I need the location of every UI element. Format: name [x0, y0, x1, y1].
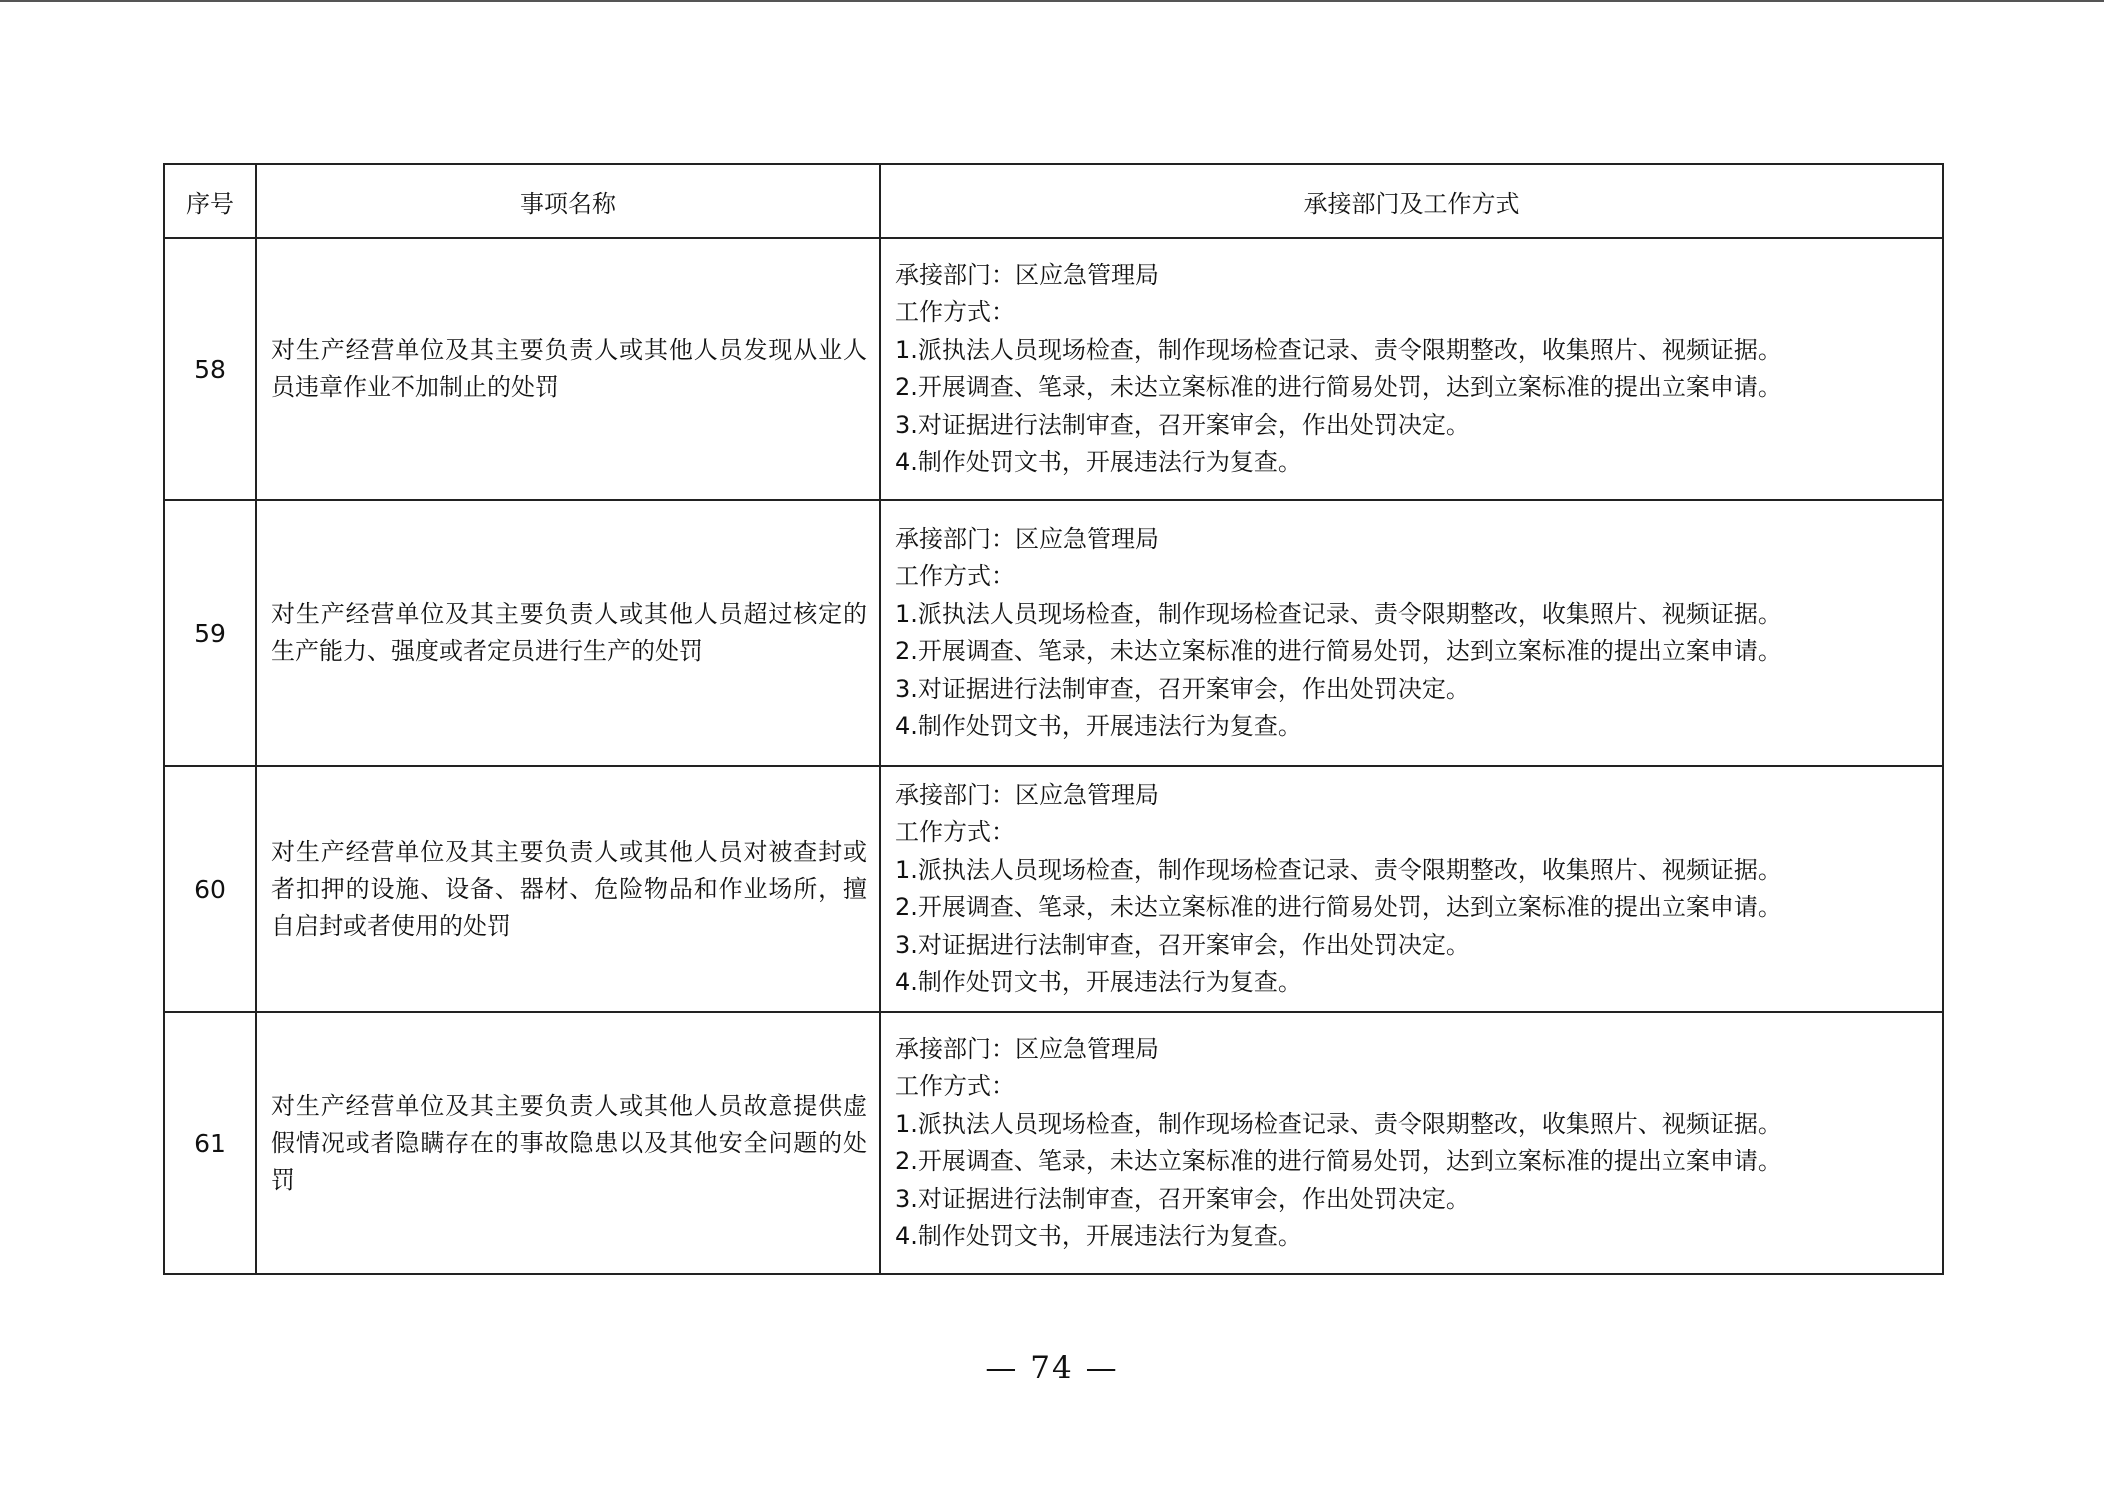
page-top-border: [0, 0, 2104, 2]
dept-line: 承接部门：区应急管理局: [895, 1034, 1159, 1063]
table-row: [164, 766, 1943, 1012]
method-label: 工作方式：: [895, 1072, 1015, 1100]
method-label: 工作方式：: [895, 298, 1015, 326]
dept-line: 承接部门：区应急管理局: [895, 260, 1159, 289]
method-step: 3.对证据进行法制审查，召开案审会，作出处罚决定。: [895, 1184, 1470, 1213]
method-label: 工作方式：: [895, 562, 1015, 590]
row-number: 61: [164, 1012, 256, 1274]
method-step: 2.开展调查、笔录，未达立案标准的进行简易处罚，达到立案标准的提出立案申请。: [895, 1147, 1782, 1175]
method-label: 工作方式：: [895, 818, 1015, 846]
method-step: 2.开展调查、笔录，未达立案标准的进行简易处罚，达到立案标准的提出立案申请。: [895, 893, 1782, 921]
method-step: 3.对证据进行法制审查，召开案审会，作出处罚决定。: [895, 410, 1470, 439]
dept-and-method: [880, 766, 1943, 1012]
matter-name: 对生产经营单位及其主要负责人或其他人员对被查封或者扣押的设施、设备、器材、危险物品和作业场所，擅自启封或者使用的处罚: [256, 766, 880, 1012]
header-name: 事项名称: [256, 164, 880, 238]
row-number: 60: [164, 766, 256, 1012]
dept-line: 承接部门：区应急管理局: [895, 524, 1159, 553]
dept-line: 承接部门：区应急管理局: [895, 780, 1159, 809]
dept-and-method: [880, 500, 1943, 766]
method-step: 1.派执法人员现场检查，制作现场检查记录、责令限期整改，收集照片、视频证据。: [895, 855, 1782, 884]
header-dept: 承接部门及工作方式: [880, 164, 1943, 238]
method-step: 2.开展调查、笔录，未达立案标准的进行简易处罚，达到立案标准的提出立案申请。: [895, 637, 1782, 665]
row-number: 58: [164, 238, 256, 500]
table-row: [164, 1012, 1943, 1274]
header-no: 序号: [164, 164, 256, 238]
method-step: 4.制作处罚文书，开展违法行为复查。: [895, 448, 1302, 476]
method-step: 4.制作处罚文书，开展违法行为复查。: [895, 712, 1302, 740]
matter-name: 对生产经营单位及其主要负责人或其他人员故意提供虚假情况或者隐瞒存在的事故隐患以及其他安全问题的处罚: [256, 1012, 880, 1274]
method-step: 1.派执法人员现场检查，制作现场检查记录、责令限期整改，收集照片、视频证据。: [895, 599, 1782, 628]
method-step: 1.派执法人员现场检查，制作现场检查记录、责令限期整改，收集照片、视频证据。: [895, 335, 1782, 364]
table-row: [164, 238, 1943, 500]
table-row: [164, 500, 1943, 766]
matter-table: [163, 163, 1944, 1275]
method-step: 1.派执法人员现场检查，制作现场检查记录、责令限期整改，收集照片、视频证据。: [895, 1109, 1782, 1138]
method-step: 3.对证据进行法制审查，召开案审会，作出处罚决定。: [895, 674, 1470, 703]
dept-and-method: [880, 1012, 1943, 1274]
method-step: 4.制作处罚文书，开展违法行为复查。: [895, 968, 1302, 996]
method-step: 2.开展调查、笔录，未达立案标准的进行简易处罚，达到立案标准的提出立案申请。: [895, 373, 1782, 401]
table-header-row: [164, 164, 1943, 238]
method-step: 3.对证据进行法制审查，召开案审会，作出处罚决定。: [895, 930, 1470, 959]
dept-and-method: [880, 238, 1943, 500]
matter-name: 对生产经营单位及其主要负责人或其他人员发现从业人员违章作业不加制止的处罚: [256, 238, 880, 500]
row-number: 59: [164, 500, 256, 766]
page-number: — 74 —: [985, 1350, 1119, 1386]
method-step: 4.制作处罚文书，开展违法行为复查。: [895, 1222, 1302, 1250]
matter-name: 对生产经营单位及其主要负责人或其他人员超过核定的生产能力、强度或者定员进行生产的处罚: [256, 500, 880, 766]
